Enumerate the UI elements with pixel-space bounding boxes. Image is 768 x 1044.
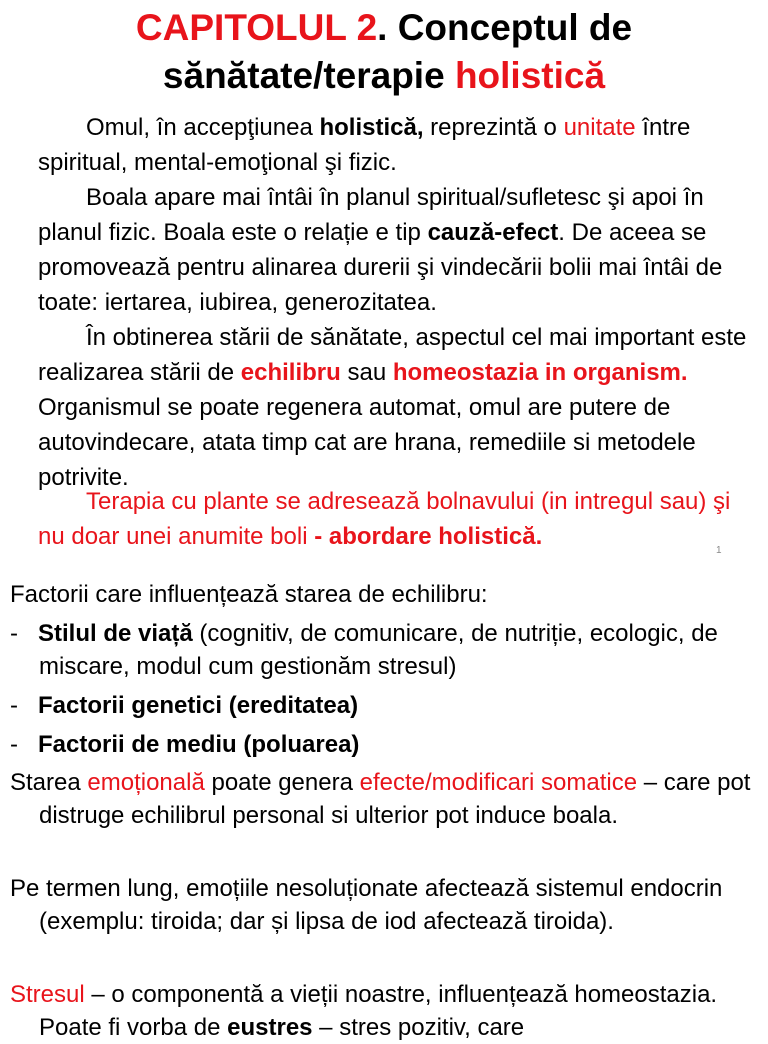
paragraph-plant-therapy: Terapia cu plante se adresează bolnavului (in intregul sau) şi nu doar unei anumite boli - abordare holistică. bbox=[38, 488, 731, 550]
paragraph-long-term: Pe termen lung, emoțiile nesoluționate afectează sistemul endocrin (exemplu: tiroida; dar și lipsa de iod afectează tiroida). bbox=[10, 875, 723, 935]
page-title bbox=[0, 0, 768, 100]
title-text-2: sănătate/terapie bbox=[162, 55, 455, 96]
list-item-environment: - Factorii de mediu (poluarea) bbox=[10, 731, 360, 758]
list-item-lifestyle: - Stilul de viață (cognitiv, de comunicare, de nutriție, ecologic, de miscare, modul cum gestionăm stresul) bbox=[10, 620, 718, 680]
paragraph-disease-origin: Boala apare mai întâi în planul spiritual/sufletesc şi apoi în planul fizic. Boala este o relație e tip cauză-efect. De aceea se promovează pentru alinarea durerii şi vindecării bolii mai întâi de toate: iertarea, iubirea, generozitatea. bbox=[38, 184, 723, 316]
paragraph-stress: Stresul – o componentă a vieții noastre, influențează homeostazia. Poate fi vorba de eustres – stres pozitiv, care bbox=[10, 981, 718, 1041]
slide-number: 1 bbox=[716, 545, 722, 556]
title-holistic: holistică bbox=[454, 55, 606, 96]
title-chapter: CAPITOLUL 2 bbox=[135, 7, 378, 48]
paragraph-emotional-state: Starea emoțională poate genera efecte/modificari somatice – care pot distruge echilibrul personal si ulterior pot induce boala. bbox=[10, 769, 751, 829]
paragraph-holistic-definition: Omul, în accepţiunea holistică, reprezintă o unitate între spiritual, mental-emoţional şi fizic. bbox=[38, 114, 691, 176]
list-item-genetic: - Factorii genetici (ereditatea) bbox=[10, 692, 359, 719]
factors-intro: Factorii care influențează starea de echilibru: bbox=[10, 581, 488, 608]
title-text-1: . Conceptul de bbox=[377, 7, 633, 48]
paragraph-homeostasis: În obtinerea stării de sănătate, aspectul cel mai important este realizarea stării de echilibru sau homeostazia in organism. Organismul se poate regenera automat, omul are putere de autovindecare, atata timp cat are hrana, remediile si metodele potrivite. bbox=[38, 324, 747, 491]
